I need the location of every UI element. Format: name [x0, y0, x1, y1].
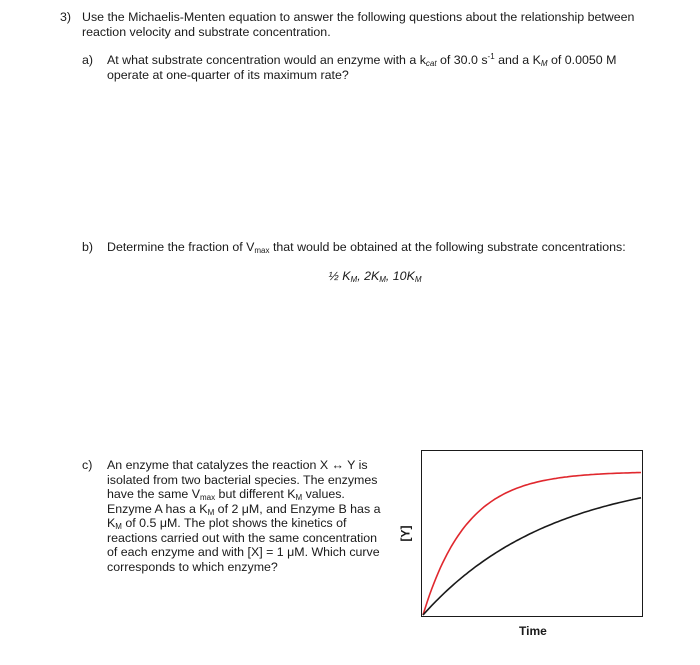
part-c-line1: An enzyme that catalyzes the reaction X ↔ Y is	[107, 458, 368, 472]
kinetics-plot	[421, 450, 643, 617]
part-c-line6: reactions carried out with the same concentration	[107, 530, 377, 545]
part-a-line1: At what substrate concentration would an enzyme with a $k_{cat}$ of 30.0 $s^{-1}$ and a $K_M$ of 0.0050 M	[107, 52, 617, 68]
part-c-line8: corresponds to which enzyme?	[107, 559, 278, 574]
part-c-line3: have the same $V_{max}$ but different $K_M$ values.	[107, 487, 345, 502]
question-text-line2: reaction velocity and substrate concentration.	[82, 25, 331, 39]
part-b-text: Determine the fraction of $V_{max}$ that would be obtained at the following substrate concentrations:	[107, 240, 626, 255]
part-b-label: b)	[82, 240, 94, 254]
question-number: 3)	[60, 10, 72, 24]
chart-y-axis-label: [Y]	[398, 525, 413, 542]
red-curve	[423, 473, 641, 616]
part-c-text	[107, 458, 392, 574]
question-text-line1: Use the Michaelis-Menten equation to answer the following questions about the relationship between	[82, 10, 635, 24]
part-c-line5: $K_M$ of 0.5 μM. The plot shows the kinetics of	[107, 516, 347, 531]
part-a-line2: operate at one-quarter of its maximum rate?	[107, 68, 349, 82]
part-a-text	[107, 53, 616, 83]
part-b-expression: ½ $K_M$, $2K_M$, $10K_M$	[328, 269, 422, 284]
black-curve	[423, 498, 641, 615]
chart-x-axis-label: Time	[519, 624, 547, 638]
part-c-line7: of each enzyme and with [X] = 1 μM. Which curve	[107, 545, 380, 559]
part-c-line4: Enzyme A has a $K_M$ of 2 μM, and Enzyme B has a	[107, 501, 381, 517]
question-text	[82, 10, 672, 40]
part-c-line2: isolated from two bacterial species. The enzymes	[107, 472, 378, 487]
part-a-label: a)	[82, 53, 94, 67]
part-c-label: c)	[82, 458, 93, 472]
